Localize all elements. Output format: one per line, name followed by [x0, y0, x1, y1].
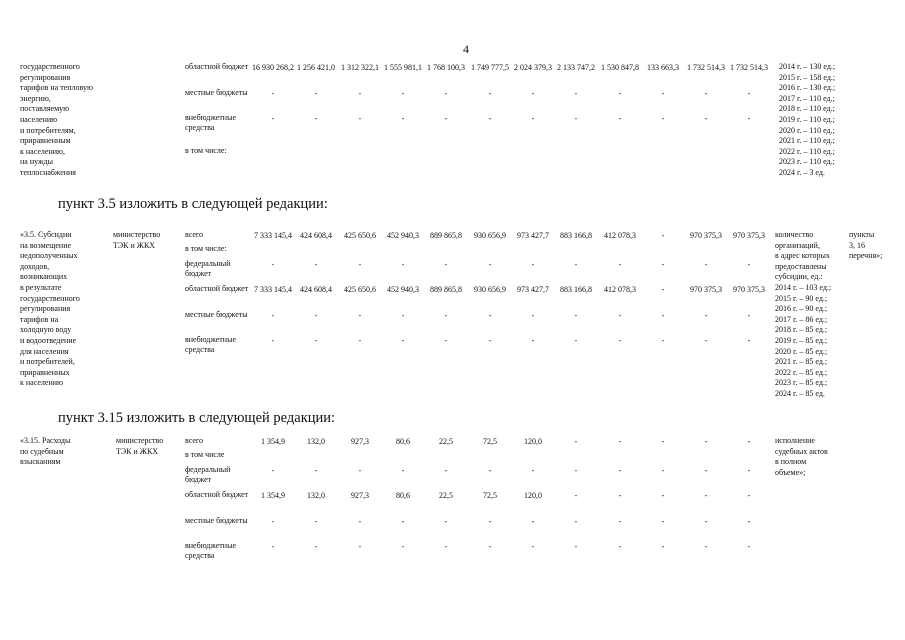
row-value: 970 375,3 [733, 285, 765, 294]
row-value: 970 375,3 [733, 231, 765, 240]
row-value: 16 930 268,2 [252, 63, 294, 72]
row-value: 425 650,6 [344, 231, 376, 240]
row-value: - [358, 260, 362, 269]
row-value: - [574, 466, 578, 475]
row-value: - [401, 260, 405, 269]
row-value: 120,0 [524, 437, 542, 446]
result-line: 2016 г. – 130 ед.; [779, 83, 836, 93]
row-value: 412 078,3 [604, 285, 636, 294]
program-name-line: приравненных [20, 367, 70, 377]
row-label: внебюджетные средства [185, 541, 236, 561]
row-value: 930 656,9 [474, 285, 506, 294]
row-value: - [747, 517, 751, 526]
program-name-line: энергию, [20, 93, 51, 103]
row-value: - [618, 491, 622, 500]
program-name-line: на возмещение [20, 240, 72, 250]
row-value: - [574, 311, 578, 320]
program-name-line: в результате [20, 283, 62, 292]
row-value: 883 166,8 [560, 285, 592, 294]
row-value: 973 427,7 [517, 285, 549, 294]
program-name-line: на нужды [20, 157, 53, 167]
row-value: - [661, 311, 665, 320]
row-value: - [618, 260, 622, 269]
program-name-line: теплоснабжения [20, 168, 76, 177]
row-value: - [401, 517, 405, 526]
row-value: - [488, 311, 492, 320]
row-value: - [661, 336, 665, 345]
row-label: областной бюджет [185, 62, 249, 71]
result-line: 2022 г. – 110 ед.; [779, 146, 835, 156]
row-value: - [661, 260, 665, 269]
row-value: - [314, 260, 318, 269]
row-value: 1 749 777,5 [471, 63, 509, 72]
result-line: 2021 г. – 110 ед.; [779, 136, 835, 146]
row-value: 120,0 [524, 491, 542, 500]
row-value: 425 650,6 [344, 285, 376, 294]
row-value: - [747, 89, 751, 98]
program-name-line: приравненным [20, 136, 71, 146]
row-label: местные бюджеты [185, 516, 248, 525]
row-label: всего [185, 436, 204, 445]
result-line: 2015 г. – 158 ед.; [779, 72, 836, 82]
program-name-line: и водоотведение [20, 336, 77, 345]
result-line: исполнение [775, 436, 815, 445]
result-line: 2019 г. – 85 ед.; [775, 336, 828, 345]
row-value: - [704, 89, 708, 98]
program-name-line: по судебным [20, 446, 64, 456]
row-value: - [661, 466, 665, 475]
row-value: 1 768 100,3 [427, 63, 465, 72]
row-value: - [314, 542, 318, 551]
program-name-line: регулирования [20, 72, 71, 82]
program-name-line: холодную воду [20, 325, 72, 335]
row-value: - [531, 542, 535, 551]
row-value: - [704, 542, 708, 551]
result-line: 2016 г. – 90 ед.; [775, 304, 828, 314]
row-value: - [661, 231, 665, 240]
program-name-line: и потребителей, [20, 357, 75, 367]
row-value: 7 333 145,4 [254, 285, 292, 294]
row-value: - [747, 542, 751, 551]
row-value: - [747, 466, 751, 475]
row-value: 970 375,3 [690, 231, 722, 240]
row-value: - [704, 491, 708, 500]
row-value: - [358, 311, 362, 320]
result-line: 2021 г. – 85 ед.; [775, 357, 828, 367]
row-value: - [444, 114, 448, 123]
row-value: 1 555 981,1 [384, 63, 422, 72]
program-name-line: «3.5. Субсидии [20, 230, 72, 239]
row-value: 72,5 [483, 437, 497, 446]
row-value: - [488, 517, 492, 526]
row-value: - [704, 466, 708, 475]
row-value: - [574, 89, 578, 98]
row-value: 424 608,4 [300, 231, 332, 240]
row-value: - [271, 260, 275, 269]
result-line: 2015 г. – 90 ед.; [775, 293, 828, 303]
row-value: - [661, 285, 665, 294]
row-label: всего [185, 230, 204, 239]
row-value: - [358, 517, 362, 526]
result-line: 2019 г. – 110 ед.; [779, 115, 835, 124]
row-value: - [488, 542, 492, 551]
row-label: федеральный бюджет [185, 465, 231, 485]
result-line: субсидии, ед.: [775, 272, 823, 282]
row-value: - [444, 336, 448, 345]
heading-item-3-15: пункт 3.15 изложить в следующей редакции: [58, 410, 336, 426]
result-line: 2018 г. – 110 ед.; [779, 104, 835, 114]
row-label: внебюджетные средства [185, 335, 236, 355]
row-value: - [358, 466, 362, 475]
page-number: 4 [463, 42, 469, 56]
result-line: в адрес которых [775, 251, 830, 261]
result-line: количество [775, 230, 814, 239]
program-name-line: государственного [20, 293, 80, 303]
row-value: - [531, 89, 535, 98]
heading-item-3-5: пункт 3.5 изложить в следующей редакции: [58, 196, 328, 212]
row-label: областной бюджет [185, 284, 249, 293]
row-value: - [488, 466, 492, 475]
row-value: 889 865,8 [430, 285, 462, 294]
row-value: 132,0 [307, 437, 325, 446]
row-value: 424 608,4 [300, 285, 332, 294]
row-value: 1 256 421,0 [297, 63, 335, 72]
row-value: - [358, 542, 362, 551]
row-value: - [574, 260, 578, 269]
row-value: - [661, 491, 665, 500]
program-name-line: взысканиям [20, 457, 61, 467]
row-value: - [574, 517, 578, 526]
row-value: - [574, 336, 578, 345]
row-value: - [444, 260, 448, 269]
program-name-line: государственного [20, 62, 80, 71]
row-value: - [271, 336, 275, 345]
row-value: - [747, 114, 751, 123]
row-value: - [401, 114, 405, 123]
result-line: 2022 г. – 85 ед.; [775, 367, 828, 377]
row-value: - [314, 114, 318, 123]
row-value: 889 865,8 [430, 231, 462, 240]
row-value: - [358, 114, 362, 123]
row-label: местные бюджеты [185, 88, 248, 97]
row-value: - [574, 437, 578, 446]
row-value: - [747, 437, 751, 446]
row-value: - [444, 89, 448, 98]
row-value: 883 166,8 [560, 231, 592, 240]
row-value: 22,5 [439, 491, 453, 500]
row-value: 132,0 [307, 491, 325, 500]
row-value: - [444, 517, 448, 526]
row-value: 133 663,3 [647, 63, 679, 72]
program-name-line: возникающих [20, 272, 68, 282]
row-value: 973 427,7 [517, 231, 549, 240]
row-value: 930 656,9 [474, 231, 506, 240]
result-line: 2014 г. – 103 ед.; [775, 283, 832, 292]
result-line: 2020 г. – 110 ед.; [779, 125, 835, 135]
result-line: 2018 г. – 85 ед.; [775, 325, 828, 335]
row-value: - [488, 114, 492, 123]
row-value: - [661, 437, 665, 446]
program-name-line: населению [20, 115, 58, 124]
row-value: - [401, 542, 405, 551]
row-value: 1 354,9 [261, 491, 285, 500]
program-name-line: доходов, [20, 261, 50, 271]
row-value: 1 530 847,8 [601, 63, 639, 72]
row-value: 1 732 514,3 [687, 63, 725, 72]
program-name-line: тарифов на [20, 314, 59, 324]
row-value: - [704, 336, 708, 345]
executor-line: министерство [116, 436, 164, 445]
row-value: - [618, 542, 622, 551]
row-value: - [661, 542, 665, 551]
row-value: - [704, 260, 708, 269]
row-value: - [704, 517, 708, 526]
row-value: - [488, 89, 492, 98]
row-label: местные бюджеты [185, 310, 248, 319]
program-name-line: регулирования [20, 304, 71, 314]
row-value: - [314, 336, 318, 345]
link-line: 3, 16 [849, 240, 865, 250]
row-value: - [618, 336, 622, 345]
row-value: - [488, 336, 492, 345]
row-value: - [747, 260, 751, 269]
row-value: - [488, 260, 492, 269]
row-value: - [444, 311, 448, 320]
row-value: - [661, 89, 665, 98]
row-value: - [314, 517, 318, 526]
row-value: - [747, 491, 751, 500]
row-value: 22,5 [439, 437, 453, 446]
row-label: областной бюджет [185, 490, 249, 499]
result-line: судебных актов [775, 446, 828, 456]
row-value: - [661, 114, 665, 123]
row-value: - [401, 311, 405, 320]
row-value: - [444, 466, 448, 475]
row-value: - [531, 311, 535, 320]
row-value: - [618, 437, 622, 446]
row-value: 970 375,3 [690, 285, 722, 294]
row-value: - [401, 336, 405, 345]
row-label: внебюджетные средства [185, 113, 236, 133]
row-value: 7 333 145,4 [254, 231, 292, 240]
row-value: 452 940,3 [387, 231, 419, 240]
executor-line: министерство [113, 230, 161, 239]
row-value: 72,5 [483, 491, 497, 500]
program-name-line: «3.15. Расходы [20, 436, 71, 445]
program-name-line: тарифов на тепловую [20, 83, 94, 93]
row-label: федеральный бюджет [185, 259, 231, 279]
row-value: - [358, 336, 362, 345]
result-line: 2017 г. – 110 ед.; [779, 93, 835, 103]
link-line: пункты [849, 230, 875, 239]
result-line: 2014 г. – 130 ед.; [779, 62, 836, 71]
row-value: - [271, 114, 275, 123]
row-value: 412 078,3 [604, 231, 636, 240]
row-value: - [531, 517, 535, 526]
result-line: 2020 г. – 85 ед.; [775, 346, 828, 356]
row-value: - [531, 336, 535, 345]
result-line: 2023 г. – 85 ед.; [775, 378, 828, 388]
row-value: - [704, 114, 708, 123]
executor-line: ТЭК и ЖКХ [113, 240, 156, 250]
row-value: - [444, 542, 448, 551]
row-value: 1 732 514,3 [730, 63, 768, 72]
row-value: - [271, 311, 275, 320]
row-value: - [358, 89, 362, 98]
row-value: - [314, 311, 318, 320]
result-line: в полном [775, 457, 807, 467]
row-value: - [618, 466, 622, 475]
row-value: - [271, 466, 275, 475]
row-value: - [271, 542, 275, 551]
row-value: - [618, 89, 622, 98]
row-value: - [574, 491, 578, 500]
result-line: объеме»; [775, 467, 806, 477]
row-value: - [314, 89, 318, 98]
row-value: - [531, 260, 535, 269]
row-value: - [747, 336, 751, 345]
row-value: 2 133 747,2 [557, 63, 595, 72]
link-line: перечня»; [849, 251, 883, 261]
row-label: в том числе [185, 450, 225, 459]
row-value: 452 940,3 [387, 285, 419, 294]
row-value: 80,6 [396, 437, 410, 446]
row-value: - [314, 466, 318, 475]
row-value: 927,3 [351, 437, 369, 446]
row-value: - [747, 311, 751, 320]
program-name-line: к населению, [20, 146, 65, 156]
row-value: 1 312 322,1 [341, 63, 379, 72]
row-value: - [401, 466, 405, 475]
row-value: 80,6 [396, 491, 410, 500]
program-name-line: недополученных [20, 251, 78, 261]
row-value: - [574, 542, 578, 551]
row-value: - [618, 517, 622, 526]
result-line: организаций, [775, 240, 820, 250]
row-label: в том числе: [185, 244, 227, 253]
row-value: - [531, 466, 535, 475]
program-name-line: поставляемую [20, 104, 70, 114]
row-value: - [531, 114, 535, 123]
program-name-line: и потребителям, [20, 125, 76, 135]
row-value: 1 354,9 [261, 437, 285, 446]
result-line: 2024 г. – 85 ед. [775, 389, 825, 398]
program-name-line: для населения [20, 346, 69, 356]
result-line: 2023 г. – 110 ед.; [779, 157, 835, 167]
row-value: - [271, 89, 275, 98]
result-line: предоставлены [775, 261, 827, 271]
result-line: 2017 г. – 86 ед.; [775, 314, 828, 324]
row-value: - [704, 311, 708, 320]
row-value: - [704, 437, 708, 446]
row-value: 2 024 379,3 [514, 63, 552, 72]
row-value: 927,3 [351, 491, 369, 500]
row-value: - [618, 311, 622, 320]
row-value: - [271, 517, 275, 526]
result-line: 2024 г. – 3 ед. [779, 168, 825, 177]
program-name-line: к населению [20, 378, 63, 388]
row-value: - [618, 114, 622, 123]
executor-line: ТЭК и ЖКХ [116, 446, 159, 456]
row-label: в том числе: [185, 146, 227, 155]
row-value: - [401, 89, 405, 98]
row-value: - [661, 517, 665, 526]
row-value: - [574, 114, 578, 123]
